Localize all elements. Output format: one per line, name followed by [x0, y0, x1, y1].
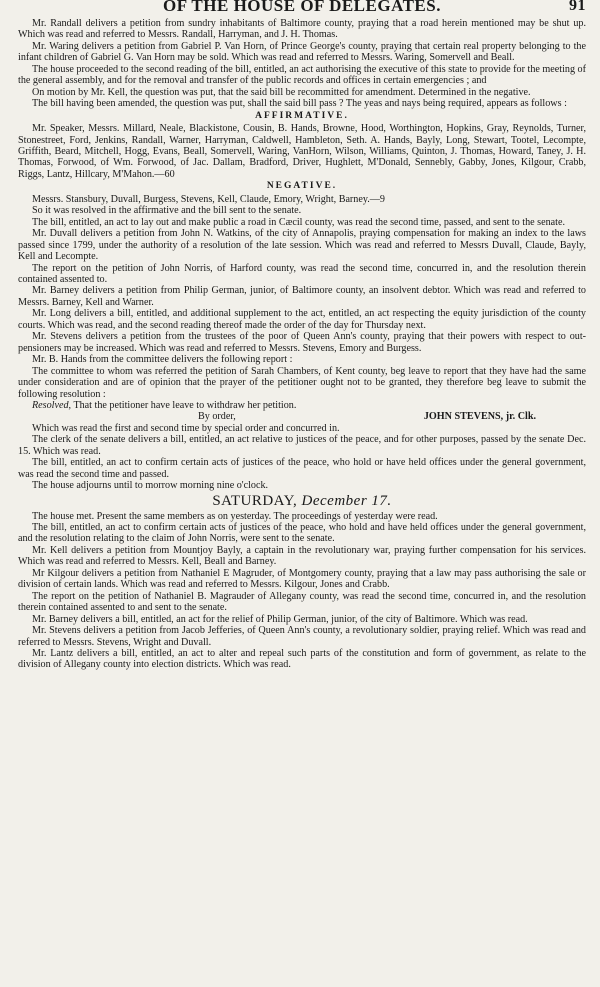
- paragraph: Mr. Kell delivers a petition from Mountjoy Bayly, a captain in the revolutionary war, praying further compensation for his services. Which was read and referred to Messrs. Kell, Beall and Barney.: [18, 544, 586, 568]
- paragraph: Mr. Barney delivers a petition from Philip German, junior, of Baltimore county, an insolvent debtor. Which was read and referred to Messrs. Barney, Kell and Warner.: [18, 285, 586, 308]
- paragraph: The house proceeded to the second reading of the bill, entitled, an act authorising the executive of this state to provide for the meeting of the general assembly, and for the removal and transfer of the public records and offices in certain emergencies ; and: [18, 63, 586, 87]
- page-number: 91: [569, 0, 586, 14]
- dateline: [18, 493, 586, 509]
- resolution: [18, 400, 586, 411]
- paragraph: Mr. Stevens delivers a petition from the trustees of the poor of Queen Ann's county, praying that their powers with respect to out-pensioners may be increased. Which was read and referred to Messrs. Stevens, Emory and Burgess.: [18, 331, 586, 354]
- paragraph: Mr. B. Hands from the committee delivers the following report :: [32, 354, 293, 366]
- paragraph: So it was resolved in the affirmative and the bill sent to the senate.: [32, 205, 302, 217]
- signoff: [18, 411, 586, 422]
- running-head: [18, 0, 586, 18]
- dateline-date: December 17.: [301, 492, 392, 509]
- paragraph: Mr. Duvall delivers a petition from John N. Watkins, of the city of Annapolis, praying compensation for making an index to the laws passed since 1799, under the authority of a resolution of the late session. Which was read and referred to Messrs Duvall, Claude, Bayly, Kell and Lecompte.: [18, 228, 586, 263]
- paragraph: The bill, entitled, an act to lay out and make public a road in Cæcil county, was read the second time, passed, and sent to the senate.: [32, 216, 566, 228]
- resolved-label: Resolved,: [32, 399, 72, 411]
- paragraph: The report on the petition of Nathaniel B. Magrauder of Allegany county, was read the second time, concurred in, and the resolution therein contained assented to and sent to the senate.: [18, 590, 586, 614]
- affirmative-heading: AFFIRMATIVE.: [255, 110, 349, 121]
- paragraph: The committee to whom was referred the petition of Sarah Chambers, of Kent county, beg leave to report that they have had the same under consideration and are of opinion that the prayer of the petitioner ought not to be granted, they therefore beg leave to submit the following resolution :: [18, 365, 586, 400]
- paragraph: The house met. Present the same members as on yesterday. The proceedings of yesterday were read.: [32, 510, 438, 522]
- paragraph: Mr. Stevens delivers a petition from Jacob Jefferies, of Queen Ann's county, a revolutionary soldier, praying relief. Which was read and referred to Messrs. Stevens, Wright and Duvall.: [18, 625, 586, 648]
- paragraph: On motion by Mr. Kell, the question was put, that the said bill be recommitted for amendment. Determined in the negative.: [32, 86, 531, 98]
- paragraph: Mr. Randall delivers a petition from sundry inhabitants of Baltimore county, praying that a road herein mentioned may be shut up. Which was read and referred to Messrs. Randall, Harryman, and J. H. Thomas.: [18, 18, 586, 41]
- page-title: OF THE HOUSE OF DELEGATES.: [163, 0, 441, 15]
- negative-votes: Messrs. Stansbury, Duvall, Burgess, Stevens, Kell, Claude, Emory, Wright, Barney.—9: [32, 193, 385, 205]
- paragraph: Mr Kilgour delivers a petition from Nathaniel E Magruder, of Montgomery county, praying that a law may pass authorising the sale or division of certain lands. Which was read and referred to Messrs. Kilgour, Jones and Crabb.: [18, 567, 586, 591]
- paragraph: Mr. Barney delivers a bill, entitled, an act for the relief of Philip German, junior, of the city of Baltimore. Which was read.: [32, 613, 528, 625]
- paragraph: Which was read the first and second time by special order and concurred in.: [32, 422, 340, 434]
- affirmative-votes: Mr. Speaker, Messrs. Millard, Neale, Blackistone, Cousin, B. Hands, Browne, Hood, Worthington, Hopkins, Gray, Reynolds, Turner, Stonestreet, Ford, Jenkins, Randall, Warner, Harryman, Caldwell, Hambleton, Seth. A. Hands, Bayly, Long, Stewart, Tootel, Lecompte, Griffith, Beard, Mitchell, Hogg, Evans, Beall, Somervell, Waring, VanHorn, Wilson, Williams, Quinton, J. Thomas, Howard, Taney, J. H. Thomas, Forwood, of Wm. Forwood, of Jac. Dallam, Bradford, Driver, Hughlett, M'Donald, Sennebly, Gabby, Jones, Kilgour, Crabb, Riggs, Lantz, Hillcary, M'Mahon.—60: [18, 123, 586, 180]
- paragraph: Mr. Lantz delivers a bill, entitled, an act to alter and repeal such parts of the constitution and form of government, as relate to the division of Allegany county into election districts. Which was read.: [18, 648, 586, 671]
- paragraph: The bill, entitled, an act to confirm certain acts of justices of the peace, who hold and have held offices under the general government, and the resolution relating to the claim of John Norris, were sent to the senate.: [18, 522, 586, 545]
- by-order: By order,: [198, 411, 236, 423]
- clerk-name: JOHN STEVENS, jr. Clk.: [423, 411, 536, 423]
- paragraph: The house adjourns until to morrow morning nine o'clock.: [32, 480, 269, 492]
- resolved-text: That the petitioner have leave to withdraw her petition.: [73, 399, 297, 411]
- dateline-day: SATURDAY,: [212, 492, 298, 509]
- paragraph: Mr. Waring delivers a petition from Gabriel P. Van Horn, of Prince George's county, praying that certain real property belonging to the infant children of Gabriel G. Van Horn may be sold. Which was read and referred to Messrs. Waring, Somervell and Beall.: [18, 40, 586, 64]
- negative-heading: NEGATIVE.: [266, 181, 338, 192]
- paragraph: The clerk of the senate delivers a bill, entitled, an act relative to justices of the peace, and for other purposes, passed by the senate Dec. 15. Which was read.: [18, 434, 586, 457]
- paragraph: The bill, entitled, an act to confirm certain acts of justices of the peace, who hold or have held offices under the general government, was read the second time and passed.: [18, 457, 586, 480]
- paragraph: The report on the petition of John Norris, of Harford county, was read the second time, concurred in, and the resolution therein contained assented to.: [18, 262, 586, 285]
- paragraph: Mr. Long delivers a bill, entitled, and additional supplement to the act, entitled, an act respecting the equity jurisdiction of the county courts. Which was read, and the second reading thereof made the order of the day for Thursday next.: [18, 308, 586, 331]
- journal-body: [18, 18, 586, 671]
- paragraph: The bill having been amended, the question was put, shall the said bill pass ? The yeas and nays being required, appears as follows :: [32, 98, 567, 110]
